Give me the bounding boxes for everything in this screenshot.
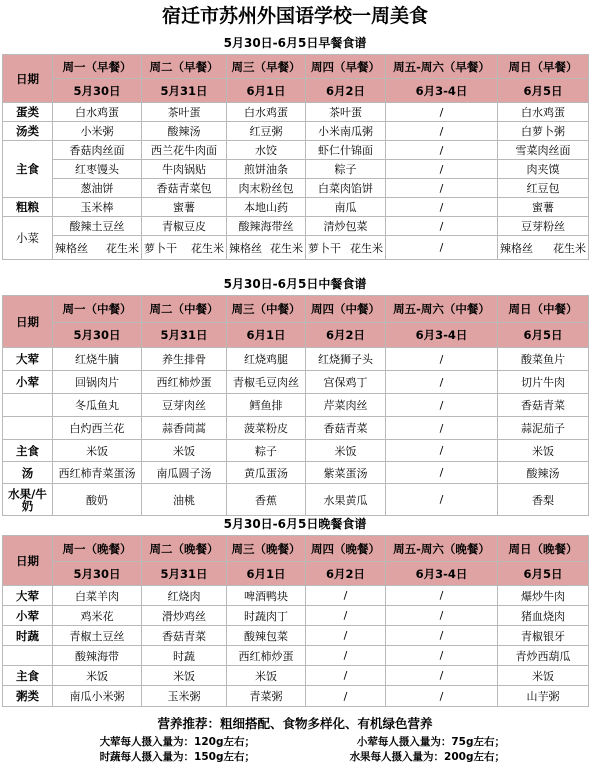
breakfast-date-row: [3, 79, 589, 103]
menu-cell: 南瓜小米粥: [53, 686, 142, 707]
menu-cell: /: [306, 686, 386, 707]
side-dish: 花生米: [191, 241, 224, 255]
menu-cell: /: [386, 198, 498, 217]
menu-cell: 宫保鸡丁: [306, 371, 386, 394]
day-header: 周四（早餐）: [306, 55, 386, 79]
day-header: 周三（中餐）: [227, 296, 306, 323]
menu-cell: 茶叶蛋: [306, 103, 386, 122]
date-header: 日期: [3, 55, 53, 103]
intake-item: 小荤每人摄入量为：75g左右；: [356, 736, 505, 748]
table-row: [3, 646, 589, 666]
row-label: 小荤: [3, 371, 53, 394]
menu-cell: 啤酒鸭块: [227, 586, 306, 606]
menu-cell: 回锅肉片: [53, 371, 142, 394]
dinner-section-title: 5月30日-6月5日晚餐食谱: [223, 517, 367, 531]
menu-cell: /: [386, 371, 498, 394]
menu-cell: 南瓜: [306, 198, 386, 217]
menu-cell: [498, 236, 589, 260]
row-label: 蛋类: [3, 103, 53, 122]
menu-cell: 猪血烧肉: [498, 606, 589, 626]
table-row: [3, 348, 589, 371]
side-dish: 花生米: [270, 241, 303, 255]
row-label: [3, 394, 53, 417]
menu-cell: 本地山药: [227, 198, 306, 217]
day-header: 周二（中餐）: [142, 296, 227, 323]
date-cell: 5月30日: [53, 79, 142, 103]
menu-cell: 香梨: [498, 484, 589, 516]
menu-cell: 爆炒牛肉: [498, 586, 589, 606]
row-label: [3, 646, 53, 666]
menu-cell: 酸辣包菜: [227, 626, 306, 646]
menu-cell: /: [386, 160, 498, 179]
menu-cell: 菠菜粉皮: [227, 417, 306, 440]
table-row: [3, 141, 589, 160]
intake-item: 时蔬每人摄入量为：150g左右；: [99, 751, 255, 763]
menu-cell: 米饭: [227, 666, 306, 686]
day-header: 周一（早餐）: [53, 55, 142, 79]
row-label: 主食: [3, 141, 53, 198]
menu-cell: 白灼西兰花: [53, 417, 142, 440]
row-label: 小菜: [3, 217, 53, 260]
menu-cell: 酸辣海带: [53, 646, 142, 666]
menu-cell: 红豆粥: [227, 122, 306, 141]
date-cell: 6月5日: [498, 79, 589, 103]
menu-cell: 白萝卜粥: [498, 122, 589, 141]
menu-cell: 小米粥: [53, 122, 142, 141]
dinner-date-row: [3, 562, 589, 586]
table-row: [3, 236, 589, 260]
day-header: 周五-周六（中餐）: [386, 296, 498, 323]
menu-cell: 青椒豆皮: [142, 217, 227, 236]
table-row: [3, 217, 589, 236]
menu-cell: [142, 236, 227, 260]
menu-cell: 红烧狮子头: [306, 348, 386, 371]
menu-cell: 香菇青菜: [498, 394, 589, 417]
table-row: [3, 606, 589, 626]
table-row: [3, 484, 589, 516]
menu-cell: /: [306, 666, 386, 686]
date-cell: 5月31日: [142, 323, 227, 348]
day-header: 周日（晚餐）: [498, 536, 589, 562]
menu-cell: 香菇青菜: [306, 417, 386, 440]
date-cell: 6月5日: [498, 562, 589, 586]
menu-cell: 西兰花牛肉面: [142, 141, 227, 160]
menu-cell: /: [386, 686, 498, 707]
menu-cell: 白菜肉馅饼: [306, 179, 386, 198]
side-dish: 花生米: [106, 241, 139, 255]
dinner-table: [2, 535, 589, 707]
menu-cell: 肉末粉丝包: [227, 179, 306, 198]
menu-cell: 红烧鸡腿: [227, 348, 306, 371]
menu-cell: 养生排骨: [142, 348, 227, 371]
menu-cell: 茶叶蛋: [142, 103, 227, 122]
menu-cell: 青椒土豆丝: [53, 626, 142, 646]
menu-cell: /: [386, 417, 498, 440]
menu-cell: 蜜薯: [142, 198, 227, 217]
date-cell: 6月1日: [227, 562, 306, 586]
side-dish: 辣格丝: [500, 241, 533, 255]
menu-cell: 鸡米花: [53, 606, 142, 626]
lunch-date-row: [3, 323, 589, 348]
menu-cell: 酸辣汤: [498, 462, 589, 484]
menu-cell: 酸辣汤: [142, 122, 227, 141]
menu-cell: 水饺: [227, 141, 306, 160]
date-cell: 6月2日: [306, 323, 386, 348]
row-label: 大荤: [3, 586, 53, 606]
nutrition-footer: [0, 714, 590, 764]
menu-cell: /: [386, 236, 498, 260]
row-label: 汤类: [3, 122, 53, 141]
day-header: 周四（晚餐）: [306, 536, 386, 562]
menu-cell: /: [386, 179, 498, 198]
menu-cell: /: [386, 666, 498, 686]
menu-cell: /: [386, 394, 498, 417]
menu-cell: 白水鸡蛋: [227, 103, 306, 122]
day-header: 周四（中餐）: [306, 296, 386, 323]
table-row: [3, 586, 589, 606]
menu-cell: /: [306, 646, 386, 666]
menu-cell: /: [306, 606, 386, 626]
row-label: 时蔬: [3, 626, 53, 646]
menu-cell: /: [386, 348, 498, 371]
dinner-day-row: [3, 536, 589, 562]
day-header: 周一（中餐）: [53, 296, 142, 323]
menu-cell: 西红柿炒蛋: [227, 646, 306, 666]
day-header: 周日（早餐）: [498, 55, 589, 79]
lunch-section-title: 5月30日-6月5日中餐食谱: [223, 277, 367, 291]
lunch-table: [2, 295, 589, 516]
menu-cell: 雪菜肉丝面: [498, 141, 589, 160]
table-row: [3, 198, 589, 217]
menu-cell: 米饭: [53, 666, 142, 686]
menu-cell: /: [386, 484, 498, 516]
menu-cell: 时蔬肉丁: [227, 606, 306, 626]
date-cell: 5月31日: [142, 79, 227, 103]
nutrition-recommendation: 营养推荐：粗细搭配、食物多样化、有机绿色营养: [157, 716, 433, 731]
menu-cell: 酸菜鱼片: [498, 348, 589, 371]
menu-cell: /: [386, 103, 498, 122]
row-label: 水果/牛奶: [3, 484, 53, 516]
menu-cell: 米饭: [306, 440, 386, 462]
menu-cell: 香菇青菜: [142, 626, 227, 646]
menu-cell: 白水鸡蛋: [498, 103, 589, 122]
menu-cell: 红烧牛腩: [53, 348, 142, 371]
menu-cell: 白菜羊肉: [53, 586, 142, 606]
menu-cell: 玉米棒: [53, 198, 142, 217]
row-label: 汤: [3, 462, 53, 484]
date-cell: 6月2日: [306, 79, 386, 103]
table-row: [3, 440, 589, 462]
menu-cell: /: [306, 626, 386, 646]
menu-cell: 冬瓜鱼丸: [53, 394, 142, 417]
menu-cell: 酸辣土豆丝: [53, 217, 142, 236]
row-label: [3, 417, 53, 440]
menu-cell: /: [386, 606, 498, 626]
day-header: 周二（晚餐）: [142, 536, 227, 562]
menu-cell: 米饭: [498, 440, 589, 462]
menu-cell: 玉米粥: [142, 686, 227, 707]
menu-cell: 粽子: [306, 160, 386, 179]
table-row: [3, 394, 589, 417]
menu-cell: 肉夹馍: [498, 160, 589, 179]
menu-cell: [53, 236, 142, 260]
menu-cell: 香菇青菜包: [142, 179, 227, 198]
menu-cell: 豆芽粉丝: [498, 217, 589, 236]
menu-cell: 切片牛肉: [498, 371, 589, 394]
lunch-day-row: [3, 296, 589, 323]
menu-cell: 米饭: [53, 440, 142, 462]
date-cell: 6月1日: [227, 79, 306, 103]
side-dish: 萝卜干: [144, 241, 177, 255]
menu-cell: 白水鸡蛋: [53, 103, 142, 122]
intake-line: [0, 749, 590, 764]
menu-cell: 青椒银牙: [498, 626, 589, 646]
row-label: 粥类: [3, 686, 53, 707]
menu-cell: 油桃: [142, 484, 227, 516]
breakfast-section-title: 5月30日-6月5日早餐食谱: [223, 36, 367, 50]
row-label: 主食: [3, 440, 53, 462]
menu-cell: /: [386, 462, 498, 484]
menu-cell: 滑炒鸡丝: [142, 606, 227, 626]
breakfast-table: [2, 54, 589, 260]
day-header: 周一（晚餐）: [53, 536, 142, 562]
date-header: 日期: [3, 296, 53, 348]
side-dish: 辣格丝: [229, 241, 262, 255]
date-cell: 6月3-4日: [386, 323, 498, 348]
side-dish: 花生米: [350, 241, 383, 255]
menu-cell: [227, 236, 306, 260]
menu-cell: 水果黄瓜: [306, 484, 386, 516]
menu-cell: 虾仁什锦面: [306, 141, 386, 160]
menu-cell: [306, 236, 386, 260]
menu-cell: /: [386, 626, 498, 646]
menu-cell: /: [306, 586, 386, 606]
menu-cell: 紫菜蛋汤: [306, 462, 386, 484]
menu-cell: 米饭: [498, 666, 589, 686]
menu-cell: /: [386, 586, 498, 606]
date-cell: 6月2日: [306, 562, 386, 586]
table-row: [3, 122, 589, 141]
intake-item: 大荤每人摄入量为：120g左右；: [99, 736, 255, 748]
menu-cell: 红烧肉: [142, 586, 227, 606]
menu-cell: /: [386, 141, 498, 160]
row-label: 粗粮: [3, 198, 53, 217]
menu-cell: 西红柿炒蛋: [142, 371, 227, 394]
menu-cell: 米饭: [142, 440, 227, 462]
side-dish: 花生米: [553, 241, 586, 255]
day-header: 周三（早餐）: [227, 55, 306, 79]
menu-cell: 牛肉锅贴: [142, 160, 227, 179]
row-label: 主食: [3, 666, 53, 686]
menu-cell: 红豆包: [498, 179, 589, 198]
date-cell: 6月5日: [498, 323, 589, 348]
menu-cell: 青炒西葫瓜: [498, 646, 589, 666]
table-row: [3, 462, 589, 484]
menu-cell: 蒜泥茄子: [498, 417, 589, 440]
date-cell: 5月30日: [53, 562, 142, 586]
menu-cell: 蜜薯: [498, 198, 589, 217]
menu-cell: 西红柿青菜蛋汤: [53, 462, 142, 484]
table-row: [3, 686, 589, 707]
menu-cell: /: [386, 646, 498, 666]
date-cell: 6月3-4日: [386, 79, 498, 103]
menu-cell: 蒜香茼蒿: [142, 417, 227, 440]
intake-line: [0, 734, 590, 749]
day-header: 周二（早餐）: [142, 55, 227, 79]
table-row: [3, 103, 589, 122]
menu-cell: 鳕鱼排: [227, 394, 306, 417]
date-cell: 6月1日: [227, 323, 306, 348]
table-row: [3, 417, 589, 440]
row-label: 大荤: [3, 348, 53, 371]
date-cell: 5月30日: [53, 323, 142, 348]
table-row: [3, 626, 589, 646]
page-title: 宿迁市苏州外国语学校一周美食: [161, 5, 428, 27]
menu-cell: 酸奶: [53, 484, 142, 516]
table-row: [3, 179, 589, 198]
menu-cell: 黄瓜蛋汤: [227, 462, 306, 484]
menu-cell: 红枣馒头: [53, 160, 142, 179]
menu-cell: 葱油饼: [53, 179, 142, 198]
side-dish: 辣格丝: [55, 241, 88, 255]
menu-cell: 时蔬: [142, 646, 227, 666]
menu-cell: /: [386, 217, 498, 236]
day-header: 周日（中餐）: [498, 296, 589, 323]
table-row: [3, 371, 589, 394]
menu-cell: 青菜粥: [227, 686, 306, 707]
row-label: 小荤: [3, 606, 53, 626]
menu-cell: 青椒毛豆肉丝: [227, 371, 306, 394]
menu-cell: 香菇肉丝面: [53, 141, 142, 160]
menu-cell: 山芋粥: [498, 686, 589, 707]
day-header: 周三（晚餐）: [227, 536, 306, 562]
menu-cell: 粽子: [227, 440, 306, 462]
menu-cell: 豆芽肉丝: [142, 394, 227, 417]
menu-cell: /: [386, 122, 498, 141]
side-dish: 萝卜干: [308, 241, 341, 255]
menu-cell: 米饭: [142, 666, 227, 686]
menu-cell: 煎饼油条: [227, 160, 306, 179]
table-row: [3, 160, 589, 179]
date-cell: 5月31日: [142, 562, 227, 586]
date-header: 日期: [3, 536, 53, 586]
menu-cell: 清炒包菜: [306, 217, 386, 236]
menu-cell: 芹菜肉丝: [306, 394, 386, 417]
menu-cell: 酸辣海带丝: [227, 217, 306, 236]
menu-cell: 南瓜圆子汤: [142, 462, 227, 484]
day-header: 周五-周六（早餐）: [386, 55, 498, 79]
menu-cell: /: [386, 440, 498, 462]
menu-cell: 香蕉: [227, 484, 306, 516]
table-row: [3, 666, 589, 686]
day-header: 周五-周六（晚餐）: [386, 536, 498, 562]
breakfast-day-row: [3, 55, 589, 79]
menu-cell: 小米南瓜粥: [306, 122, 386, 141]
date-cell: 6月3-4日: [386, 562, 498, 586]
intake-item: 水果每人摄入量为：200g左右；: [349, 751, 505, 763]
